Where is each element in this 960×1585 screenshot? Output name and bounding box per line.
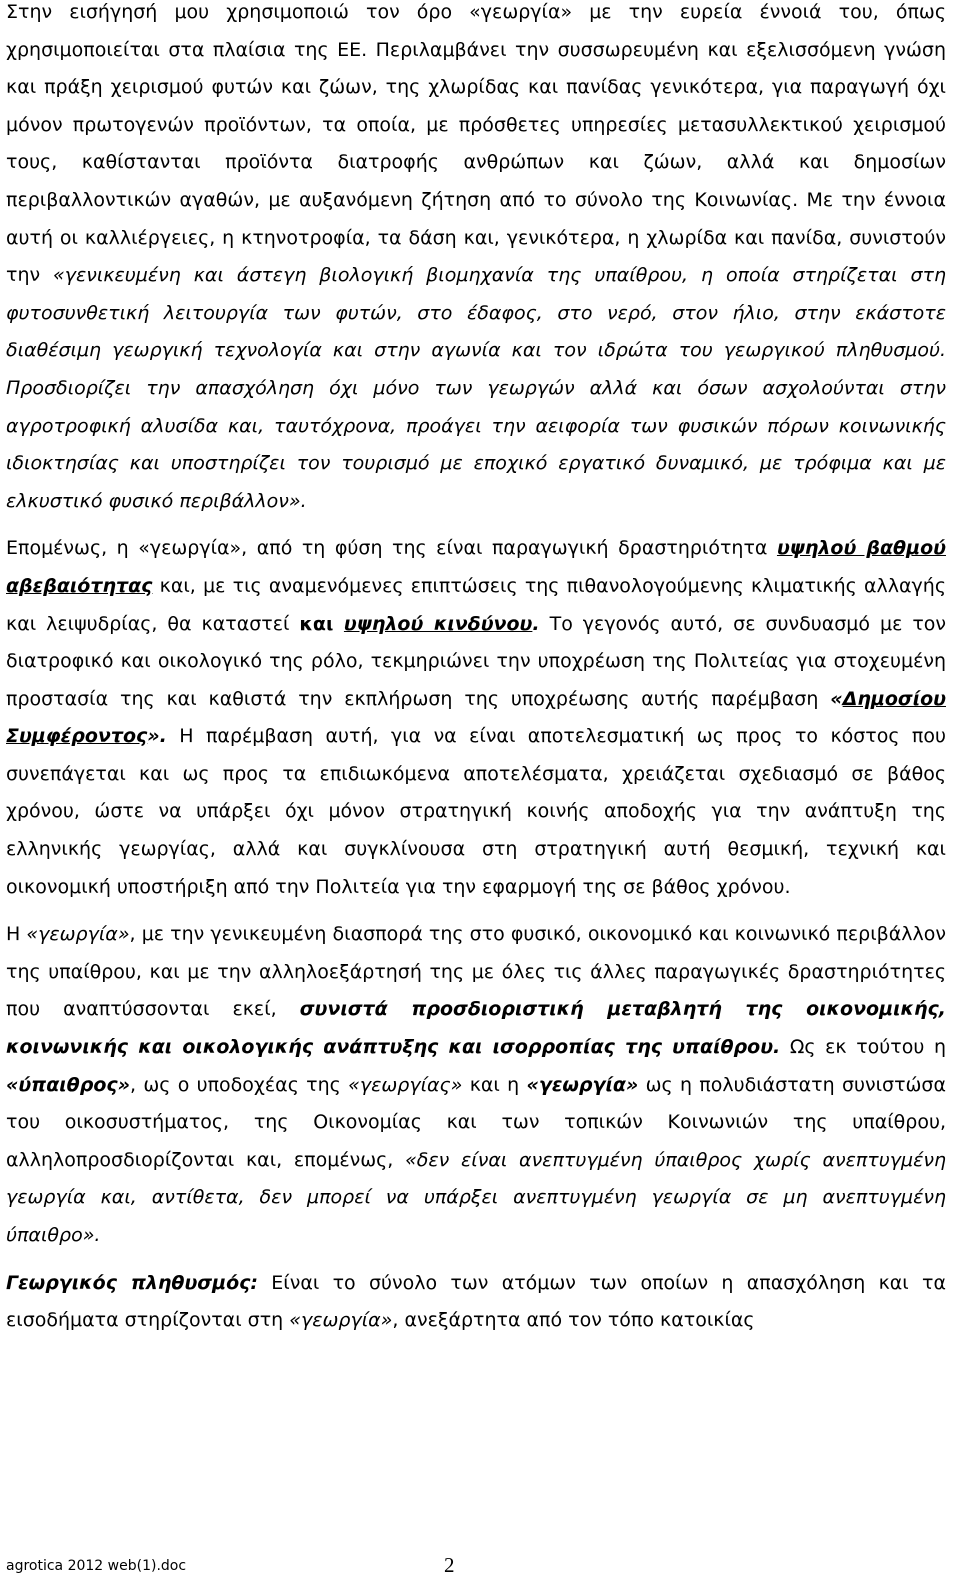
text-run: «γεωργία»: [526, 1073, 639, 1096]
text-run: ως η πολυδιάστατη συνιστώσα του οικοσυστήματος, της Οικονομίας και των τοπικών Κοινωνιών της υπαίθρου, αλληλοπροσδιορίζονται και, επομένως,: [6, 1073, 946, 1171]
text-run: «γεωργία»: [289, 1309, 393, 1332]
text-run: Στην εισήγησή μου χρησιμοποιώ τον όρο «γεωργία» με την ευρεία έννοιά του, όπως χρησιμοποιείται στα πλαίσια της ΕΕ. Περιλαμβάνει την συσσωρευμένη και εξελισσόμενη γνώση και πράξη χειρισμού φυτών και ζώων, της χλωρίδας και πανίδας γενικότερα, για παραγωγή όχι μόνον πρωτογενών προϊόντων, τα οποία, με πρόσθετες υπηρεσίες μετασυλλεκτικού χειρισμού τους, καθίστανται προϊόντα διατροφής ανθρώπων και ζώων, αλλά και δημοσίων περιβαλλοντικών αγαθών, με αυξανόμενη ζήτηση από το σύνολο της Κοινωνίας. Με την έννοια αυτή οι καλλιέργειες, η κτηνοτροφία, τα δάση και, γενικότερα, η χλωρίδα και πανίδα, συνιστούν την: [6, 1, 946, 287]
text-run: Είναι το σύνολο των ατόμων των οποίων η απασχόληση και τα εισοδήματα στηρίζονται στη: [6, 1271, 946, 1332]
text-run: Η: [6, 923, 27, 946]
text-run: ».: [147, 725, 167, 748]
text-run: συνιστά προσδιοριστική μεταβλητή της οικονομικής, κοινωνικής και οικολογικής ανάπτυξης και ισορροπίας της υπαίθρου.: [6, 998, 946, 1059]
paragraph-agricultural-population: [6, 1265, 946, 1340]
text-run: «γεωργία»: [26, 923, 130, 946]
text-run: Η παρέμβαση αυτή, για να είναι αποτελεσματική ως προς το κόστος που συνεπάγεται και ως προς τα επιδιωκόμενα αποτελέσματα, χρειάζεται σχεδιασμό σε βάθος χρόνου, ώστε να υπάρξει όχι μόνον στρατηγική κοινής αποδοχής για την ανάπτυξη της ελληνικής γεωργίας, αλλά και συγκλίνουσα στη στρατηγική αυτή θεσμική, τεχνική και οικονομική υποστήριξη από την Πολιτεία για την εφαρμογή της σε βάθος χρόνου.: [6, 725, 946, 898]
text-run: Γεωργικός πληθυσμός:: [6, 1271, 258, 1294]
paragraph-definition: [6, 0, 946, 520]
text-run: υψηλού βαθμού αβεβαιότητας: [6, 537, 946, 597]
text-run: «δεν είναι ανεπτυγμένη ύπαιθρος χωρίς ανεπτυγμένη γεωργία και, αντίθετα, δεν μπορεί να υπάρξει ανεπτυγμένη γεωργία σε μη ανεπτυγμένη ύπαιθρο».: [6, 1148, 946, 1246]
text-run: «γεωργίας»: [348, 1073, 463, 1096]
text-run: και, με τις αναμενόμενες επιπτώσεις της πιθανολογούμενης κλιματικής αλλαγής και λειψυδρίας, θα καταστεί: [6, 574, 946, 635]
text-run: Ως εκ τούτου η: [780, 1036, 946, 1059]
text-run: .: [532, 612, 540, 635]
page-footer: [6, 1553, 946, 1579]
text-run: , με την γενικευμένη διασπορά της στο φυσικό, οικονομικό και κοινωνικό περιβάλλον της υπαίθρου, και με την αλληλοεξάρτησή της με όλες τις άλλες παραγωγικές δραστηριότητες που αναπτύσσονται εκεί,: [6, 923, 946, 1021]
text-run: και: [299, 612, 344, 635]
footer-filename: agrotica 2012 web(1).doc: [6, 1558, 187, 1574]
text-run: και η: [462, 1073, 527, 1096]
text-run: υψηλού κινδύνου: [343, 612, 533, 635]
text-run: «ύπαιθρος»: [6, 1073, 130, 1096]
text-run: «: [830, 687, 843, 710]
page-number: 2: [444, 1553, 455, 1577]
text-run: Επομένως, η «γεωργία», από τη φύση της είναι παραγωγική δραστηριότητα: [6, 537, 777, 560]
text-run: «γενικευμένη και άστεγη βιολογική βιομηχανία της υπαίθρου, η οποία στηρίζεται στη φυτοσυνθετική λειτουργία των φυτών, στο έδαφος, στο νερό, στον ήλιο, στην εκάστοτε διαθέσιμη γεωργική τεχνολογία και στην αγωνία και τον ιδρώτα του γεωργικού πληθυσμού. Προσδιορίζει την απασχόληση όχι μόνο των γεωργών αλλά και όσων ασχολούνται στην αγροτροφική αλυσίδα και, ταυτόχρονα, προάγει την αειφορία των φυσικών πόρων κοινωνικής ιδιοκτησίας και υποστηρίζει τον τουρισμό με εποχικό εργατικό δυναμικό, με τρόφιμα και με ελκυστικό φυσικό περιβάλλον».: [6, 264, 946, 512]
text-run: , ως ο υποδοχέας της: [129, 1073, 349, 1096]
paragraph-countryside: [6, 916, 946, 1254]
paragraph-uncertainty: [6, 530, 946, 906]
text-run: Το γεγονός αυτό, σε συνδυασμό με τον διατροφικό και οικολογικό της ρόλο, τεκμηριώνει την υποχρέωση της Πολιτείας για στοχευμένη προστασία της και καθιστά την εκπλήρωση της υποχρέωσης αυτής παρέμβαση: [6, 612, 946, 710]
document-body: [6, 0, 946, 1340]
text-run: , ανεξάρτητα από τον τόπο κατοικίας: [392, 1309, 755, 1332]
text-run: Δημοσίου Συμφέροντος: [6, 687, 946, 748]
